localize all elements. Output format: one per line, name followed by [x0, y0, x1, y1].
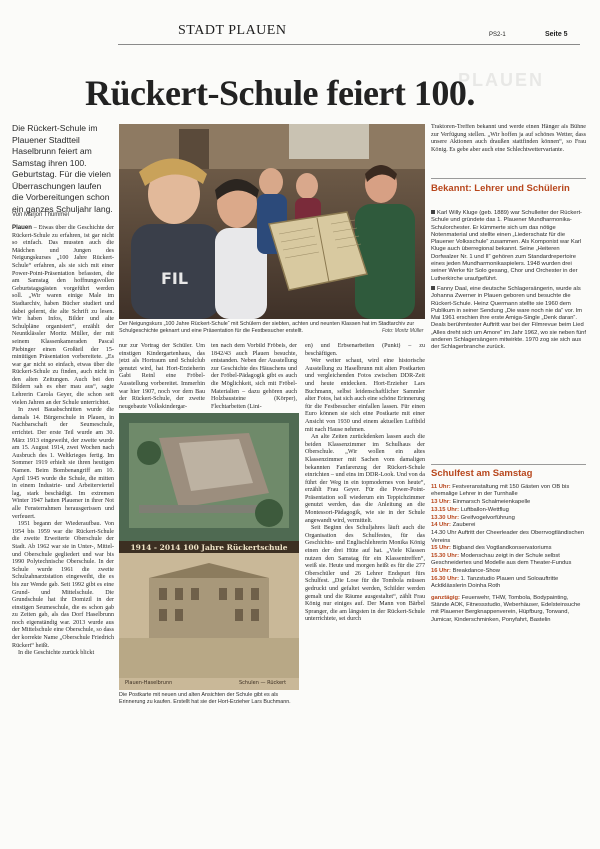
- schedule-item: [431, 522, 586, 529]
- postcard-image: [119, 413, 299, 690]
- page-number: Seite 5: [545, 31, 568, 38]
- section-title: STADT PLAUEN: [178, 23, 287, 38]
- schedule-time: 13.30 Uhr:: [431, 514, 461, 521]
- schedule-item: [431, 553, 586, 568]
- schedule-item: [431, 507, 586, 514]
- schedule-item: [431, 568, 586, 575]
- schedule-event: 1. Tanzstudio Plauen und Soloauftritte Acktklässlerin Doinha Roth: [431, 576, 559, 590]
- schedule-event: Einmarsch Schalmeienkapelle: [452, 499, 531, 506]
- author-byline: Von Marjon Thümmel: [12, 212, 69, 218]
- schedule-time: 16 Uhr:: [431, 568, 453, 575]
- article-column-2: nur zur Vortrag der Schüler. Um einstigen Kindergartenhaus, das jetzt als Hortraum und Schulclub genutzt wird, hat Hort-Erzieherin Gabi Reinl eine Fröbel-Ausstellung vorbereitet. Immerhin war hier 1907, noch vor dem Bau der Rückert-Schule, der zweite neugebaute Volkskindergar-: [119, 343, 205, 410]
- schedule-time: 15.30 Uhr:: [431, 553, 461, 560]
- sidebar-heading-people: Bekannt: Lehrer und Schülerin: [431, 183, 570, 194]
- schedule-event: Festveranstaltung mit 150 Gästen von OB bis ehemalige Lehrer in der Turnhalle: [431, 484, 570, 498]
- headline: Rückert-Schule feiert 100.: [85, 73, 475, 113]
- postcard-banner: 1914 - 2014 100 Jahre Rückertschule: [130, 543, 288, 552]
- postcard-caption: Die Postkarte mit neuen und alten Ansichten der Schule gibt es als Erinnerung zu kaufen. Erstellt hat sie der Hort-Erzieher Lars Buchmann.: [119, 692, 291, 705]
- paragraph: Seit Beginn des Schuljahres läuft auch die Organisation des Schulfestes, für das Geschichts- und Englischlehrerin Monika König einen der drei Hüte auf hat. „Viele Klassen nutzen den Samstag für ein Klassentreffen“, weiß sie. Heute und morgen heißt es für die 277 Oberschüler und 26 Lehrer Endspurt fürs Schulfest. „Die Lose für die Tombola müssen gedruckt und gefaltet werden, Schilder werden gemalt und die Räume ausgestaltet“, zählt Frau König nur einiges auf. Der Mann von Bärbel Spranger, die am längsten in der Rückert-Schule unterrichtete, sei durch: [305, 525, 425, 623]
- sidebar-people: [431, 210, 586, 450]
- schedule-time: 15 Uhr:: [431, 545, 453, 552]
- paragraph: An alte Zeiten zurückdenken lassen auch die beiden Klassenzimmer im Schulhaus der Oberschule. „Wir wollen ein altes Klassenzimmer mit Sachen vom damaligen bekannten Fanfarenzug der Rückert-Schule einrichten – und eins im DDR-Look. Und von da führt der Weg in ein topmodernes von heute“, erzählt Frau Geyer. Für die Power-Point-Präsentation soll wiederum ein Teppichzimmer genutzt werden, das die Anleitung an die Montessori-Pädagogik, wie sie in der Schule angewandt wird, vermittelt.: [305, 434, 425, 524]
- schedule-time: 16.30 Uhr:: [431, 576, 461, 583]
- postcard-street-label: Schulen — Rückert: [239, 680, 287, 686]
- sidebar-divider: [431, 464, 586, 465]
- schedule-item: [431, 484, 586, 499]
- paragraph: In zwei Bauabschnitten wurde die damals 14. Bürgerschule in Plauen, in Nachbarschaft der Seumeschule, errichtet. Der erste Teil wurde am 30. März 1913 eingeweiht, der zweite wurde am 15. August 1914, zwei Wochen nach Ausbruch des 1. Weltkrieges fertig. Im Sommer 1919 erhielt sie ihren heutigen Namen. Beim Bombenangriff am 10. April 1945 wurde die Schule, die mitten in einem Industrie- und Arbeiterviertel lag, stark beschädigt. Im extremen Winter 1947 hatten Plauener in ihrer Not alle Fensterrahmen herausgerissen und verfeuert.: [12, 407, 114, 520]
- schedule-event: Modenschau zeigt in der Schule selbst Geschneidertes und Modelle aus dem Theater-Fundus: [431, 553, 572, 567]
- schedule-event: Luftballon-Wettflug: [460, 506, 509, 513]
- schedule-time: 13 Uhr:: [431, 499, 453, 506]
- schedule-event: Zauberei: [452, 522, 476, 529]
- photo-caption: Der Neigungskurs „100 Jahre Rückert-Schule“ mit Schülern der siebten, achten und neunten Klassen hat im Stadtarchiv zur Schulgeschichte geknarrt und eine Präsentation für die Festbesucher erstellt.: [119, 321, 415, 334]
- group-photo: [119, 124, 425, 319]
- sidebar-heading-festival: Schulfest am Samstag: [431, 468, 533, 479]
- paragraph: 1951 begann der Wiederaufbau. Von 1954 bis 1959 war die Rückert-Schule die zweite Erweiterte Oberschule der Stadt. Ab 1962 war sie in Unter-, Mittel- und Oberschule gegliedert und war bis 1990 Polytechnische Oberschule. In der Schule wurde 1961 die zweite Schulzahnarztstation eingeweiht, die es bis zur Wende gab. Seit 1992 gibt es eine Grund- und Mittelschule. Die Grundschule hat ihr Domizil in der einstigen Seumeschule, die es schon gab zu Zeiten gab, als das Dorf Haselbrunn noch eigenständig war. 2013 wurde aus der Mittelschule eine Oberschule, so dass der korrekte Name „Oberschule Friedrich Rückert“ heißt.: [12, 521, 114, 649]
- schedule-item: [431, 530, 586, 545]
- schedule-time: 13.15 Uhr:: [431, 506, 461, 513]
- schedule-list: [431, 484, 586, 591]
- article-column-1: [12, 224, 114, 716]
- festival-schedule: [431, 484, 586, 719]
- schedule-time: 11 Uhr:: [431, 484, 453, 490]
- paragraph: Wer weiter schaut, wird eine historische Ausstellung zu Haselbrunn mit alten Postkarten und vergleichenden Fotos zwischen DDR-Zeit und heute entdecken. Hort-Erzieher Lars Buchmann, selbst leidenschaftlicher Sammler alter Fotos, hat sich auch eine schöne Erinnerung für die Festbesucher einfallen lassen. Für einen Euro können sie sich eine Postkarte mit einer Ansicht von 1930 und einem aktuellen Luftbild mit nach Hause nehmen.: [305, 358, 425, 433]
- schedule-item: [431, 515, 586, 522]
- bullet-square-icon: [431, 210, 435, 214]
- schedule-item: [431, 499, 586, 506]
- photo-credit: Foto: Moritz Müller: [382, 328, 424, 334]
- schedule-event: 14.30 Uhr Auftritt der Cheerleader des Oberrvogtländischen Vereins: [431, 530, 585, 544]
- schedule-time: 14 Uhr:: [431, 522, 453, 529]
- paragraph: Karl Willy Kluge (geb. 1889) war Schulleiter der Rückert-Schule und gründete das 1. Plauener Mundharmonika-Schulorchester. Er kümmerte sich um das nötige Notenmaterial und stellte einen „Liederschatz für die Plauener Volksschule“ zusammen. Als Komponist war Karl Kluge auch überregional bekannt. Seine „Heiteren Dorfwalzer Nr. 1 und II“ gehören zum Standardrepertoire eines jeden Mundharmonikaspielers. 1948 wurden drei seiner Werke für Solo gesang, Chor und Orchester in der Lutherkirche uraufgeführt.: [431, 210, 582, 282]
- paragraph: In die Geschichte zurück blickt: [18, 650, 95, 657]
- sidebar-divider: [431, 178, 586, 179]
- schedule-event: Breakdance-Show: [452, 568, 500, 575]
- allday-info: ganztägig: Feuerwehr, THW, Tombola, Bodypainting, Stände AOK, Fitnessstudio, Weberhäuser, Edelsteinsuche mit Plauener Bergknappenverein, Hüpfburg, Torwand, Jumicar, Kinderschminken, Ponyfahrt, Bastelin: [431, 594, 581, 623]
- postcard-illustration: [119, 413, 299, 690]
- paragraph: Fanny Daal, eine deutsche Schlagersängerin, wurde als Johanna Zwerner in Plauen geboren und besuchte die Rückert-Schule. Heinz Quermann stellte sie 1960 dem Publikum in seiner Sendung „Die ware noch nie da“ vor. Im Mai 1961 erschien ihre erste Amiga-Single „Denk daran“. Deals berühmtester Auftritt war bei der Filmrevue beim Lied „Alles dreht sich um Amore“ im Jahr 1962, wo sie neben fünf anderen Schlagersängern mitwirkte. 1970 zog sie sich aus der Schlagerbranche zurück.: [431, 285, 586, 351]
- paragraph: Plauen – Etwas über die Geschichte der Rückert-Schule zu erfahren, ist gar nicht so einfach. Das mussten auch die Mädchen und Jungen des Neigungskurses „100 Jahre Rückert-Schule“ erfahren, als sie sich mit einer Power-Point-Präsentation befassten, die am Samstag den hoffnungsvollen Geburtstagsgästen vorgeführt werden soll. „Wir waren einige Male im Stadtarchiv, haben Bücher studiert und dabei gelernt, die alte Schrift zu lesen. Wir haben Infos, Bilder und alte Schulpläne organisiert“, erzählt der Neuntklässler Moritz Müller, der mit seinem Klassenkameraden Pascal Piebinger einen Großteil der 15-minütigen Präsentation vorbereitete. „Es war gar nicht so einfach, etwas über die Rückert-Schule zu finden, auch nicht in den alten Zeitungen. Auch bei den Bildern sah es eher mau aus“, sagte Lehrerin Carola Geyer, die schon seit vielen Jahren an der Schule unterrichtet.: [12, 224, 114, 406]
- svg-text:FIL: FIL: [161, 269, 189, 288]
- schedule-event: Greifvogelvorführung: [460, 514, 515, 521]
- page-id: PS2-1: [489, 32, 506, 38]
- schedule-item: [431, 576, 586, 591]
- paragraph: en) und Erbsenarbeiten (Punkt) – zu beschäftigen.: [305, 343, 425, 357]
- article-column-3: ten nach dem Vorbild Fröbels, der 1842/43 auch Plauen besuchte, entstanden. Neben der Ausstellung zur Geschichte des Häuschens und der Fröbel-Pädagogik gibt es auch die Möglichkeit, sich mit Fröbel-Materialien – dazu gehören auch Holzbausteine (Körper), Flechtarbeiten (Lini-: [211, 343, 297, 410]
- postcard-place-label: Plauen-Haselbrunn: [125, 680, 173, 686]
- show-through-text: PLAUEN: [458, 70, 545, 90]
- schedule-event: Bigband des Vogtlandkonservatoriums: [452, 545, 552, 552]
- intro-text: Die Rückert-Schule im Plauener Stadtteil Haselbrunn feiert am Samstag ihren 100. Geburtstag. Für die vielen Überraschungen laufen die Vorbereitungen schon ein ganzes Schuljahr lang.: [12, 123, 113, 214]
- article-column-5: Traktoren-Treffen bekannt und werde einen Hänger als Bühne zur Verfügung stellen. „Wir hoffen ja auf schönes Wetter, dass unsere Aktionen auch draußen stattfinden können“, so Frau König. Es gebe aber auch eine Schlechtwettervariante.: [431, 124, 586, 153]
- bullet-square-icon: [431, 286, 435, 290]
- photo-illustration: [119, 124, 425, 319]
- article-column-4: [305, 343, 425, 718]
- schedule-item: [431, 545, 586, 552]
